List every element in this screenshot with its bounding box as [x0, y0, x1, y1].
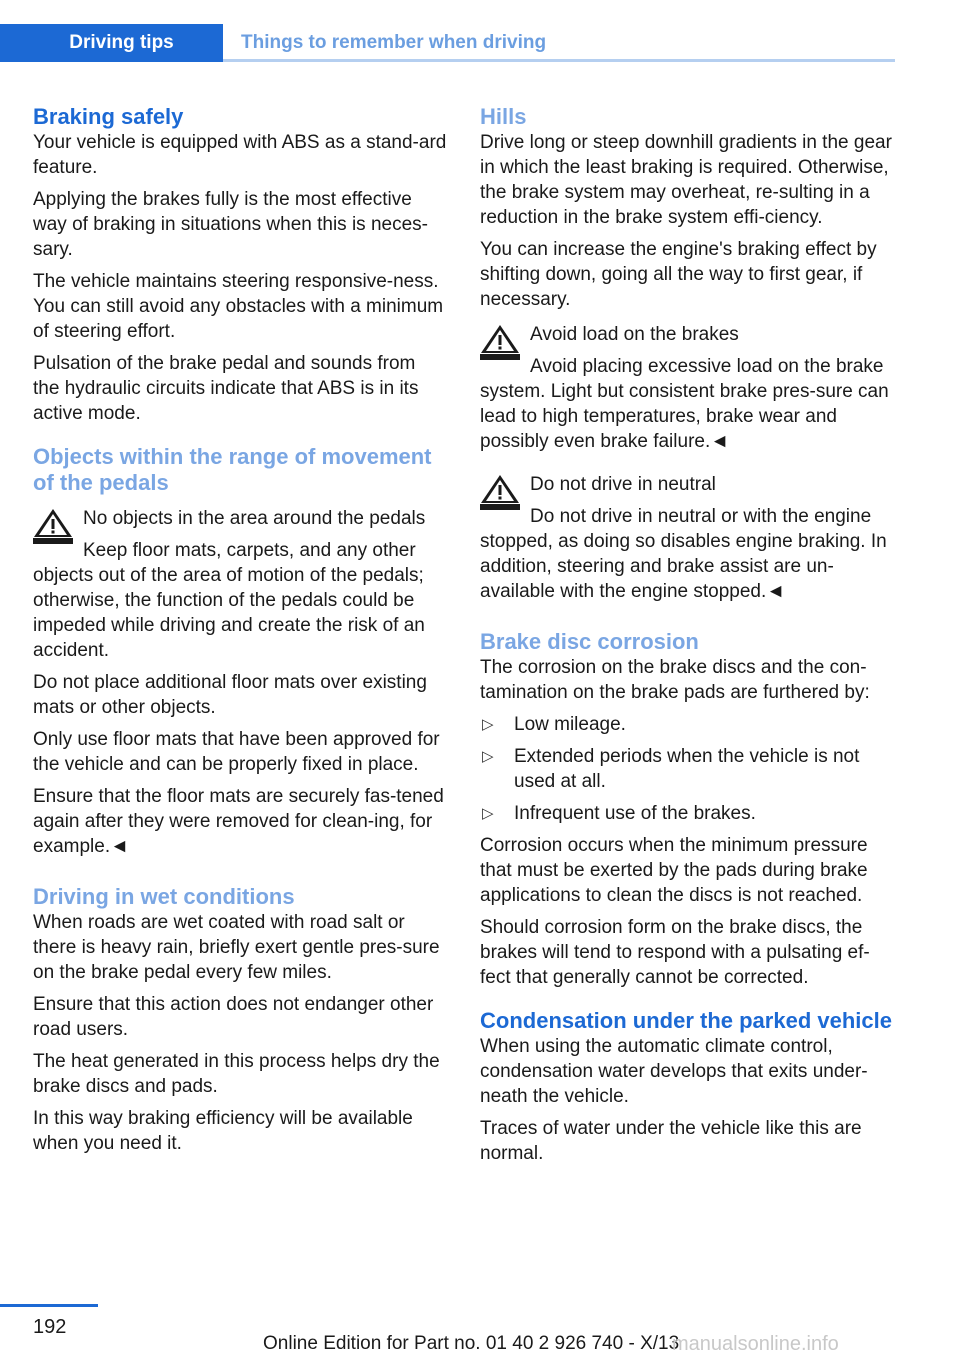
warning-triangle-icon — [33, 508, 73, 544]
heading-hills: Hills — [480, 104, 527, 129]
paragraph: Drive long or steep downhill gradients in the gear in which the least braking is required. Otherwise, the brake system may overheat, re‐sulting in a reduction in the brake system effi‐ciency. — [480, 132, 892, 228]
paragraph: Ensure that the floor mats are securely fas‐tened again after they were removed for clean‐ing, for example.◄ — [33, 786, 444, 857]
paragraph: The corrosion on the brake discs and the con‐tamination on the brake pads are furthered by: — [480, 657, 870, 703]
warning-title: Avoid load on the brakes — [530, 324, 739, 345]
page-number: 192 — [33, 1316, 67, 1338]
page-header — [0, 24, 895, 62]
warning-block-pedals — [33, 506, 447, 663]
heading-wet-conditions: Driving in wet conditions — [33, 884, 295, 909]
chapter-tab[interactable]: Driving tips — [0, 24, 223, 62]
paragraph: When using the automatic climate control, condensation water develops that exits under‐neath the vehicle. — [480, 1036, 868, 1107]
paragraph: You can increase the engine's braking effect by shifting down, going all the way to first gear, if necessary. — [480, 239, 877, 310]
warning-block-brake-load — [480, 322, 895, 454]
paragraph: Ensure that this action does not endanger other road users. — [33, 994, 434, 1040]
paragraph: The vehicle maintains steering responsive‐ness. You can still avoid any obstacles with a minimum of steering effort. — [33, 271, 444, 342]
warning-triangle-icon — [480, 474, 520, 510]
list-item: ▷ Low mileage. — [482, 714, 626, 735]
paragraph: Corrosion occurs when the minimum pressure that must be exerted by the pads during brake applications to clean the discs is not reached. — [480, 835, 868, 906]
paragraph: Traces of water under the vehicle like this are normal. — [480, 1118, 862, 1164]
header-rule — [223, 59, 895, 62]
watermark: manualsonline.info — [672, 1333, 839, 1355]
heading-braking-safely: Braking safely — [33, 104, 184, 129]
triangle-right-icon: ▷ — [482, 716, 494, 733]
warning-title: No objects in the area around the pedals — [83, 508, 426, 529]
paragraph: Only use floor mats that have been approved for the vehicle and can be properly fixed in place. — [33, 729, 440, 775]
triangle-right-icon: ▷ — [482, 748, 494, 765]
triangle-right-icon: ▷ — [482, 805, 494, 822]
list-item: ▷ Infrequent use of the brakes. — [482, 803, 756, 824]
heading-condensation: Condensation under the parked vehicle — [480, 1008, 892, 1033]
paragraph: In this way braking efficiency will be available when you need it. — [33, 1108, 413, 1154]
warning-triangle-icon — [480, 324, 520, 360]
warning-title: Do not drive in neutral — [530, 474, 716, 495]
section-title[interactable]: Things to remember when driving — [241, 32, 547, 53]
bullet-list — [480, 712, 895, 826]
warning-body: Keep floor mats, carpets, and any other objects out of the area of motion of the pedals; otherwise, the function of the pedals could be impeded while driving and create the risk of an accident. — [33, 540, 425, 661]
edition-text: Online Edition for Part no. 01 40 2 926 740 - X/13 — [263, 1333, 680, 1354]
warning-body: Avoid placing excessive load on the brake system. Light but consistent brake pres‐sure can lead to high temperatures, brake wear and possibly even brake failure.◄ — [480, 356, 889, 452]
paragraph: Do not place additional floor mats over existing mats or other objects. — [33, 672, 427, 718]
paragraph: Applying the brakes fully is the most effective way of braking in situations when this is neces‐sary. — [33, 189, 428, 260]
paragraph: The heat generated in this process helps dry the brake discs and pads. — [33, 1051, 440, 1097]
paragraph: Pulsation of the brake pedal and sounds from the hydraulic circuits indicate that ABS is in its active mode. — [33, 353, 419, 424]
footer-rule — [0, 1304, 98, 1307]
right-column — [480, 100, 895, 1173]
heading-objects-pedals: Objects within the range of movement of the pedals — [33, 444, 432, 495]
left-column — [33, 100, 447, 1163]
warning-body: Do not drive in neutral or with the engine stopped, as doing so disables engine braking. In addition, steering and brake assist are un‐available with the engine stopped.◄ — [480, 506, 887, 602]
paragraph: Should corrosion form on the brake discs, the brakes will tend to respond with a pulsating ef‐fect that generally cannot be corrected. — [480, 917, 870, 988]
heading-brake-disc-corrosion: Brake disc corrosion — [480, 629, 699, 654]
paragraph: Your vehicle is equipped with ABS as a stand‐ard feature. — [33, 132, 447, 178]
warning-block-neutral — [480, 472, 895, 604]
paragraph: When roads are wet coated with road salt or there is heavy rain, briefly exert gentle pres‐sure on the brake pedal every few miles. — [33, 912, 440, 983]
list-item: ▷ Extended periods when the vehicle is not used at all. — [482, 746, 860, 792]
